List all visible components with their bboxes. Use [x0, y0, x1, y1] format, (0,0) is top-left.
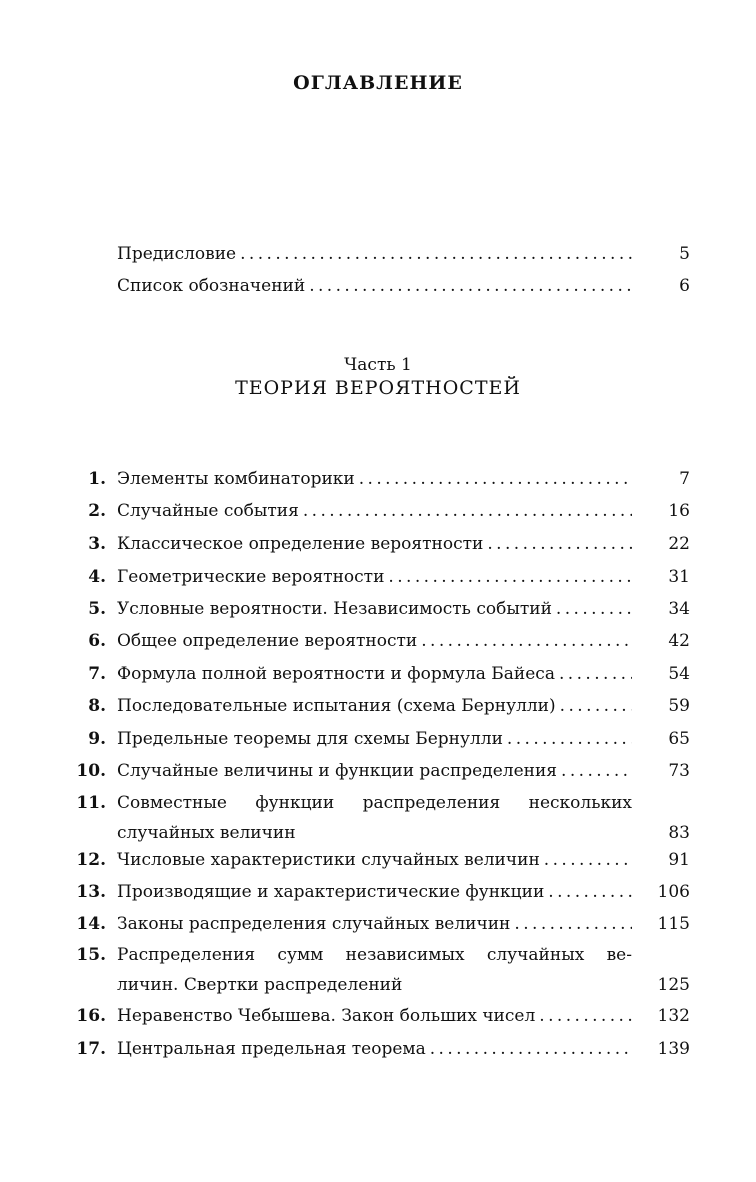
toc-page-number: 132: [657, 1006, 690, 1026]
toc-page-number: 83: [668, 823, 690, 843]
toc-entry[interactable]: [0, 694, 756, 726]
chapter-number: 6.: [88, 631, 106, 651]
toc-entry-notation[interactable]: [0, 274, 756, 306]
chapter-number: 8.: [88, 696, 106, 716]
toc-page-number: 5: [679, 244, 690, 264]
toc-entry[interactable]: [0, 791, 756, 851]
dot-leader: [430, 1039, 632, 1059]
toc-entry-label: Совместные функции распределения нескольких: [117, 793, 632, 813]
toc-entry-label: Случайные события: [117, 501, 303, 521]
toc-entry-label: Случайные величины и функции распределения: [117, 761, 561, 781]
toc-page-number: 65: [668, 729, 690, 749]
toc-entry[interactable]: [0, 1004, 756, 1036]
toc-entry[interactable]: [0, 759, 756, 791]
chapter-number: 15.: [76, 945, 106, 965]
chapter-number: 16.: [76, 1006, 106, 1026]
toc-page-number: 73: [668, 761, 690, 781]
chapter-number: 1.: [88, 469, 106, 489]
dot-leader: [359, 469, 632, 489]
toc-entry-label: Числовые характеристики случайных величин: [117, 850, 544, 870]
toc-entry[interactable]: [0, 662, 756, 694]
toc-page-number: 115: [657, 914, 690, 934]
part-title: ТЕОРИЯ ВЕРОЯТНОСТЕЙ: [235, 377, 521, 399]
toc-entry[interactable]: [0, 467, 756, 499]
dot-leader: [514, 914, 632, 934]
dot-leader: [309, 276, 632, 296]
chapter-number: 9.: [88, 729, 106, 749]
toc-page-number: 106: [657, 882, 690, 902]
toc-entry[interactable]: [0, 597, 756, 629]
toc-entry-label: Центральная предельная теорема: [117, 1039, 430, 1059]
dot-leader: [421, 631, 632, 651]
toc-entry[interactable]: [0, 943, 756, 1003]
toc-entry-label: Формула полной вероятности и формула Байеса: [117, 664, 559, 684]
toc-entry-label-continued: случайных величин: [117, 823, 296, 843]
toc-page-number: 125: [657, 975, 690, 995]
part-label: Часть 1: [344, 355, 412, 375]
toc-entry[interactable]: [0, 1037, 756, 1069]
toc-entry-label: Общее определение вероятности: [117, 631, 421, 651]
chapter-number: 17.: [76, 1039, 106, 1059]
toc-entry-label: Предельные теоремы для схемы Бернулли: [117, 729, 507, 749]
toc-entry-label: Элементы комбинаторики: [117, 469, 359, 489]
toc-entry[interactable]: [0, 499, 756, 531]
toc-entry[interactable]: [0, 532, 756, 564]
toc-entry-label: Законы распределения случайных величин: [117, 914, 514, 934]
toc-page-number: 139: [657, 1039, 690, 1059]
toc-page-number: 42: [668, 631, 690, 651]
chapter-number: 10.: [76, 761, 106, 781]
toc-page-number: 6: [679, 276, 690, 296]
toc-page-number: 7: [679, 469, 690, 489]
toc-entry[interactable]: [0, 727, 756, 759]
dot-leader: [388, 567, 632, 587]
dot-leader: [240, 244, 632, 264]
toc-entry[interactable]: [0, 629, 756, 661]
dot-leader: [303, 501, 632, 521]
dot-leader: [561, 761, 632, 781]
toc-entry-label: Список обозначений: [117, 276, 309, 296]
toc-entry[interactable]: [0, 880, 756, 912]
chapter-number: 5.: [88, 599, 106, 619]
chapter-number: 2.: [88, 501, 106, 521]
toc-page-number: 31: [668, 567, 690, 587]
dot-leader: [556, 599, 632, 619]
toc-entry-label: Предисловие: [117, 244, 240, 264]
dot-leader: [544, 850, 632, 870]
toc-entry[interactable]: [0, 565, 756, 597]
toc-page-number: 59: [668, 696, 690, 716]
toc-page-number: 22: [668, 534, 690, 554]
dot-leader: [507, 729, 632, 749]
page-title: ОГЛАВЛЕНИЕ: [293, 72, 463, 94]
chapter-number: 4.: [88, 567, 106, 587]
dot-leader: [560, 696, 632, 716]
toc-page-number: 54: [668, 664, 690, 684]
toc-entry-preface[interactable]: [0, 242, 756, 274]
toc-page-number: 34: [668, 599, 690, 619]
chapter-number: 12.: [76, 850, 106, 870]
toc-entry-label-continued: личин. Свертки распределений: [117, 975, 403, 995]
chapter-number: 7.: [88, 664, 106, 684]
toc-entry-label: Производящие и характеристические функции: [117, 882, 548, 902]
dot-leader: [487, 534, 632, 554]
toc-entry-label: Распределения сумм независимых случайных ве-: [117, 945, 632, 965]
toc-entry-label: Геометрические вероятности: [117, 567, 388, 587]
dot-leader: [539, 1006, 632, 1026]
toc-entry[interactable]: [0, 848, 756, 880]
toc-entry-label: Условные вероятности. Независимость событий: [117, 599, 556, 619]
toc-page-number: 91: [668, 850, 690, 870]
chapter-number: 14.: [76, 914, 106, 934]
toc-entry-label: Неравенство Чебышева. Закон больших чисел: [117, 1006, 539, 1026]
dot-leader: [548, 882, 632, 902]
chapter-number: 3.: [88, 534, 106, 554]
chapter-number: 13.: [76, 882, 106, 902]
chapter-number: 11.: [76, 793, 106, 813]
toc-page-number: 16: [668, 501, 690, 521]
toc-entry-label: Классическое определение вероятности: [117, 534, 487, 554]
toc-entry[interactable]: [0, 912, 756, 944]
dot-leader: [559, 664, 632, 684]
toc-entry-label: Последовательные испытания (схема Бернулли): [117, 696, 560, 716]
